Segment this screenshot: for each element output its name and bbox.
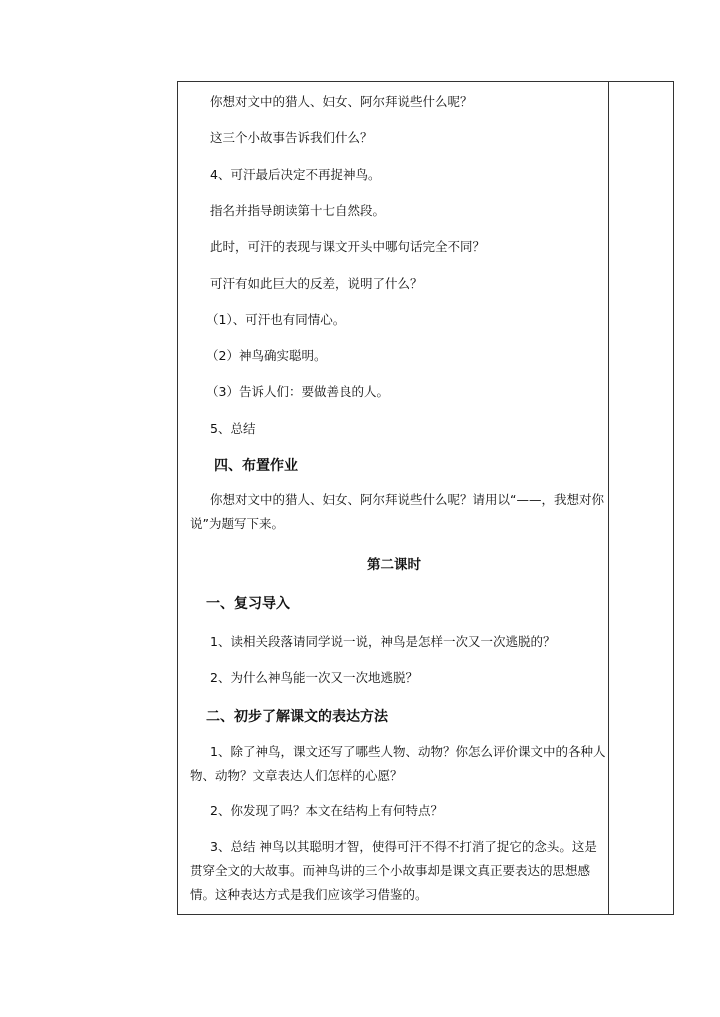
- paragraph: 你想对文中的猎人、妇女、阿尔拜说些什么呢？请用以“——，我想对你说”为题写下来。: [190, 492, 604, 531]
- column-divider: [608, 81, 609, 915]
- paragraph: 1、除了神鸟，课文还写了哪些人物、动物？你怎么评价课文中的各种人物、动物？文章表达人们怎样的心愿？: [190, 744, 606, 783]
- section-heading: 二、初步了解课文的表达方法: [206, 709, 388, 725]
- text-line: 5、总结: [210, 421, 256, 436]
- section-heading: 一、复习导入: [206, 596, 290, 612]
- text-line: 你想对文中的猎人、妇女、阿尔拜说些什么呢？: [210, 94, 473, 109]
- text-line: 指名并指导朗读第十七自然段。: [210, 203, 386, 218]
- text-line: （1）、可汗也有同情心。: [206, 312, 346, 327]
- text-line: 4、可汗最后决定不再捉神鸟。: [210, 167, 381, 182]
- text-line: 1、读相关段落请同学说一说，神鸟是怎样一次又一次逃脱的？: [210, 634, 556, 649]
- text-line: 可汗有如此巨大的反差，说明了什么？: [210, 276, 423, 291]
- text-line: 这三个小故事告诉我们什么？: [210, 130, 373, 145]
- text-line: （2）神鸟确实聪明。: [206, 348, 327, 363]
- text-line: （3）告诉人们：要做善良的人。: [206, 384, 389, 399]
- section-heading: 四、布置作业: [214, 458, 298, 474]
- paragraph: 3、总结 神鸟以其聪明才智，使得可汗不得不打消了捉它的念头。这是贯穿全文的大故事。而神鸟讲的三个小故事却是课文真正要表达的思想感情。这种表达方式是我们应该学习借鉴的。: [190, 839, 597, 902]
- text-line: 2、你发现了吗？本文在结构上有何特点？: [210, 803, 443, 818]
- text-line: 2、为什么神鸟能一次又一次地逃脱？: [210, 670, 418, 685]
- text-line: 此时，可汗的表现与课文开头中哪句话完全不同？: [210, 239, 486, 254]
- lesson-title: 第二课时: [367, 557, 421, 573]
